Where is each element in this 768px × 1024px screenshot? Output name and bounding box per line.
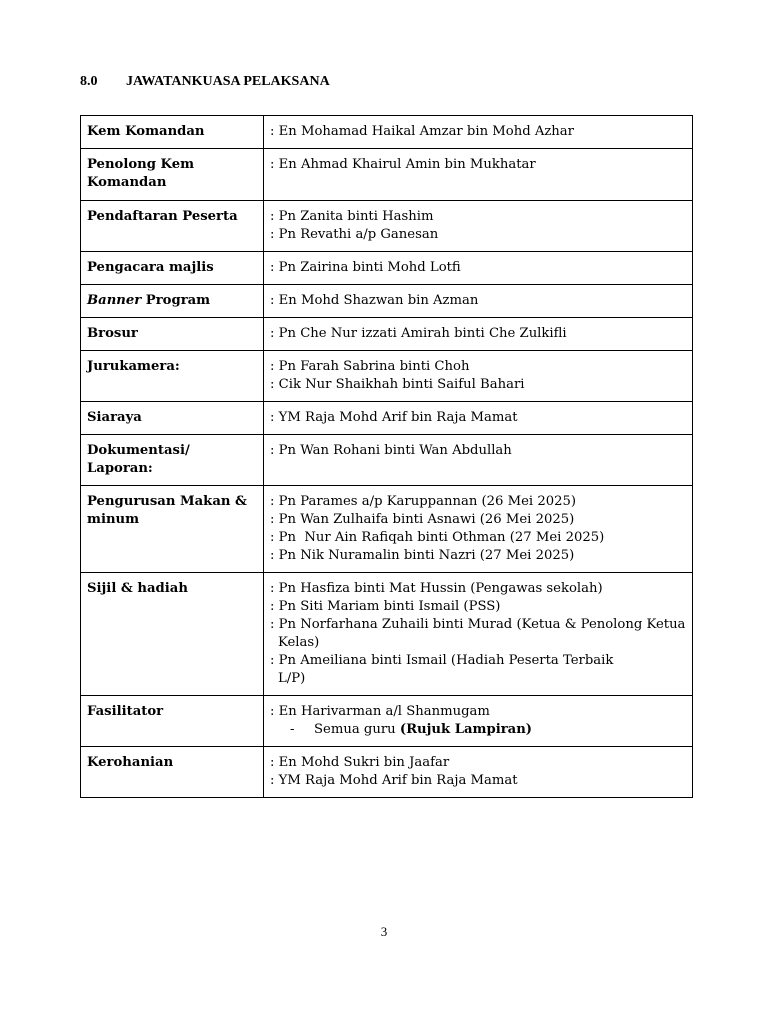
member-line: : Pn Parames a/p Karuppannan (26 Mei 2025): [270, 494, 577, 509]
member-line: : En Mohamad Haikal Amzar bin Mohd Azhar: [270, 124, 574, 139]
table-row: [81, 696, 693, 747]
members-cell: [264, 486, 693, 573]
member-line: : En Ahmad Khairul Amin bin Mukhatar: [270, 157, 536, 172]
role-cell: Pengurusan Makan & minum: [81, 486, 264, 573]
table-row: [81, 573, 693, 696]
role-cell: Sijil & hadiah: [81, 573, 264, 696]
table-row: [81, 402, 693, 435]
member-line: : En Mohd Shazwan bin Azman: [270, 293, 479, 308]
role-cell: Penolong Kem Komandan: [81, 149, 264, 201]
role-cell: Brosur: [81, 318, 264, 351]
role-cell: Jurukamera:: [81, 351, 264, 402]
role-cell: [81, 285, 264, 318]
members-cell: [264, 696, 693, 747]
sub-item-bold: (Rujuk Lampiran): [399, 722, 533, 737]
members-cell: [264, 402, 693, 435]
table-row: [81, 116, 693, 149]
members-cell: [264, 252, 693, 285]
table-row: [81, 318, 693, 351]
member-line: : YM Raja Mohd Arif bin Raja Mamat: [270, 410, 518, 425]
members-cell: [264, 285, 693, 318]
page-number: 3: [380, 924, 388, 939]
member-line: : YM Raja Mohd Arif bin Raja Mamat: [270, 773, 518, 788]
member-line: : Pn Norfarhana Zuhaili binti Murad (Ketua & Penolong Ketua: [270, 617, 686, 632]
member-line: : Pn Hasfiza binti Mat Hussin (Pengawas sekolah): [270, 581, 603, 596]
role-cell: Kem Komandan: [81, 116, 264, 149]
members-cell: [264, 435, 693, 486]
table-row: [81, 285, 693, 318]
table-row: [81, 435, 693, 486]
committee-table: [80, 115, 693, 798]
member-line: : Pn Nur Ain Rafiqah binti Othman (27 Mei 2025): [270, 530, 605, 545]
member-line: : Pn Zairina binti Mohd Lotfi: [270, 260, 461, 275]
table-row: [81, 201, 693, 252]
member-line: : Pn Wan Zulhaifa binti Asnawi (26 Mei 2025): [270, 512, 575, 527]
table-row: [81, 252, 693, 285]
section-title: JAWATANKUASA PELAKSANA: [126, 74, 330, 89]
role-cell: Pendaftaran Peserta: [81, 201, 264, 252]
sub-item-text: Semua guru: [314, 722, 400, 737]
member-line: : Cik Nur Shaikhah binti Saiful Bahari: [270, 377, 525, 392]
table-row: [81, 149, 693, 201]
member-line-continuation: L/P): [278, 671, 306, 686]
member-line: : Pn Farah Sabrina binti Choh: [270, 359, 470, 374]
members-cell: [264, 318, 693, 351]
member-line: : Pn Zanita binti Hashim: [270, 209, 434, 224]
members-cell: [264, 149, 693, 201]
sub-item: [270, 721, 686, 739]
member-line: : Pn Siti Mariam binti Ismail (PSS): [270, 599, 501, 614]
members-cell: [264, 747, 693, 798]
dash-bullet: -: [290, 722, 295, 737]
role-rest: Program: [141, 293, 211, 308]
role-cell: Kerohanian: [81, 747, 264, 798]
member-line: : Pn Nik Nuramalin binti Nazri (27 Mei 2025): [270, 548, 575, 563]
section-number: 8.0: [80, 74, 98, 89]
member-line: : En Mohd Sukri bin Jaafar: [270, 755, 450, 770]
table-row: [81, 747, 693, 798]
role-italic: Banner: [87, 293, 142, 308]
member-line: : Pn Wan Rohani binti Wan Abdullah: [270, 443, 512, 458]
table-row: [81, 351, 693, 402]
member-line: : Pn Ameiliana binti Ismail (Hadiah Peserta Terbaik: [270, 653, 614, 668]
members-cell: [264, 351, 693, 402]
members-cell: [264, 116, 693, 149]
role-cell: Pengacara majlis: [81, 252, 264, 285]
table-row: [81, 486, 693, 573]
member-line: : Pn Revathi a/p Ganesan: [270, 227, 439, 242]
member-line: : En Harivarman a/l Shanmugam: [270, 704, 490, 719]
role-cell: Dokumentasi/ Laporan:: [81, 435, 264, 486]
member-line-continuation: Kelas): [278, 635, 320, 650]
role-cell: Siaraya: [81, 402, 264, 435]
section-heading: [80, 74, 330, 90]
members-cell: [264, 201, 693, 252]
member-line: : Pn Che Nur izzati Amirah binti Che Zulkifli: [270, 326, 567, 341]
members-cell: [264, 573, 693, 696]
role-cell: Fasilitator: [81, 696, 264, 747]
